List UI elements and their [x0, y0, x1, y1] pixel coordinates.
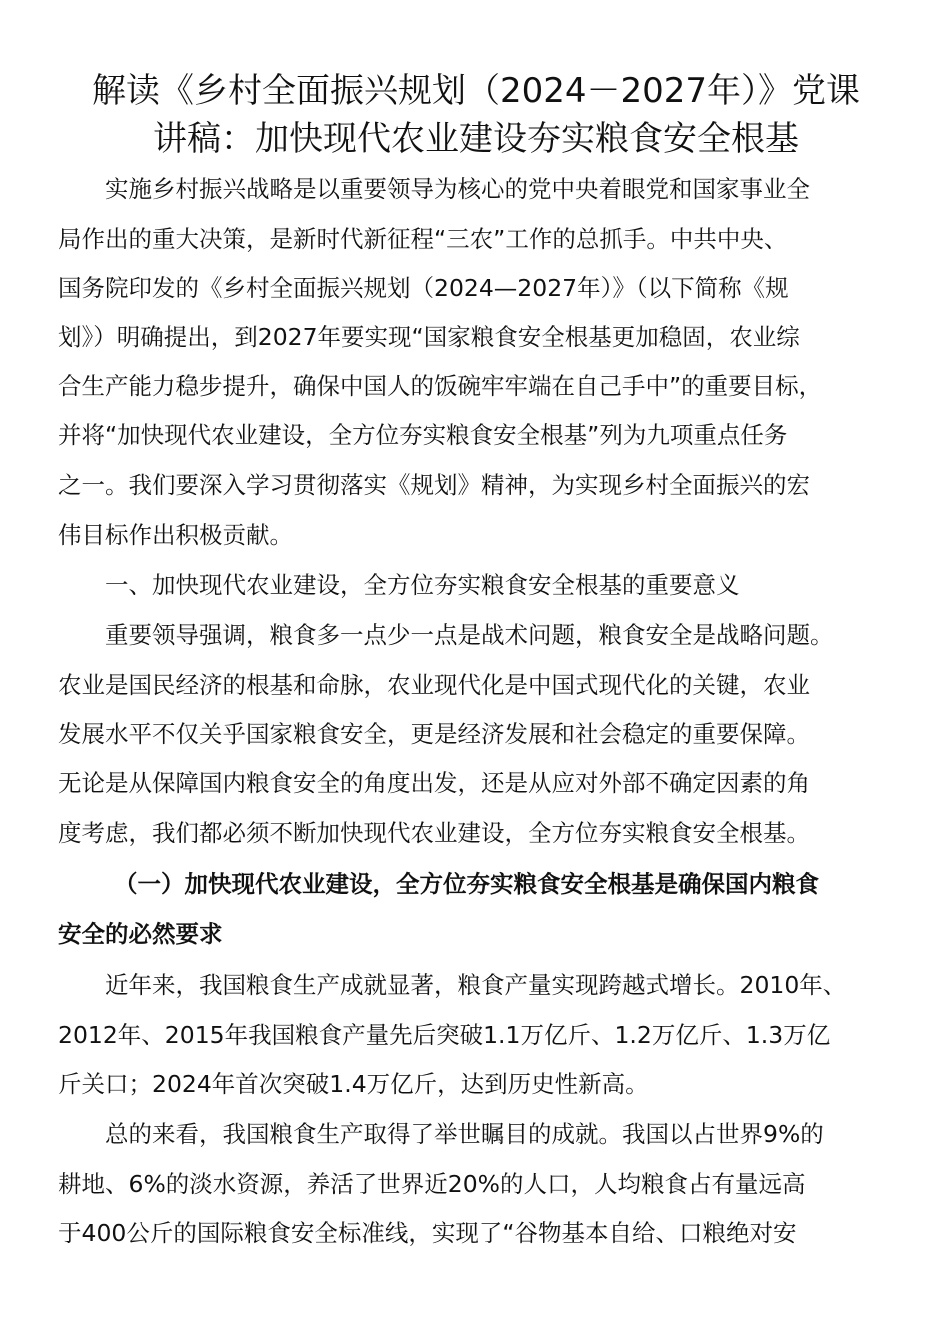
- section-1-paragraph-line: 重要领导强调，粮食多一点少一点是战术问题，粮食安全是战略问题。: [105, 621, 834, 649]
- subsection-paragraph-line: 斤关口；2024年首次突破1.4万亿斤，达到历史性新高。: [58, 1070, 649, 1098]
- section-1-paragraph-line: 无论是从保障国内粮食安全的角度出发，还是从应对外部不确定因素的角: [58, 769, 810, 797]
- document-title-line-1: 解读《乡村全面振兴规划（2024－2027年）》党课: [91, 71, 861, 111]
- subsection-paragraph-line: 于400公斤的国际粮食安全标准线，实现了“谷物基本自给、口粮绝对安: [58, 1219, 797, 1247]
- document-title-line-2: 讲稿：加快现代农业建设夯实粮食安全根基: [153, 119, 799, 159]
- subsection-heading-1-cont: 安全的必然要求: [58, 920, 223, 948]
- subsection-paragraph-line: 耕地、6%的淡水资源，养活了世界近20%的人口，人均粮食占有量远高: [58, 1170, 806, 1198]
- intro-paragraph-line: 伟目标作出积极贡献。: [58, 521, 293, 549]
- section-1-paragraph-line: 发展水平不仅关乎国家粮食安全，更是经济发展和社会稳定的重要保障。: [58, 720, 810, 748]
- intro-paragraph-line: 合生产能力稳步提升，确保中国人的饭碗牢牢端在自己手中”的重要目标，: [58, 372, 823, 400]
- intro-paragraph-line: 划》）明确提出，到2027年要实现“国家粮食安全根基更加稳固，农业综: [58, 323, 800, 351]
- intro-paragraph-line: 国务院印发的《乡村全面振兴规划（2024—2027年）》（以下简称《规: [58, 274, 789, 302]
- intro-paragraph-line: 并将“加快现代农业建设，全方位夯实粮食安全根基”列为九项重点任务: [58, 421, 788, 449]
- intro-paragraph-line: 局作出的重大决策，是新时代新征程“三农”工作的总抓手。中共中央、: [58, 225, 788, 253]
- subsection-paragraph-line: 近年来，我国粮食生产成就显著，粮食产量实现跨越式增长。2010年、: [105, 971, 847, 999]
- subsection-paragraph-line: 2012年、2015年我国粮食产量先后突破1.1万亿斤、1.2万亿斤、1.3万亿: [58, 1021, 831, 1049]
- subsection-paragraph-line: 总的来看，我国粮食生产取得了举世瞩目的成就。我国以占世界9%的: [105, 1120, 824, 1148]
- intro-paragraph-line: 实施乡村振兴战略是以重要领导为核心的党中央着眼党和国家事业全: [105, 175, 810, 203]
- section-heading-1: 一、加快现代农业建设，全方位夯实粮食安全根基的重要意义: [105, 571, 740, 599]
- intro-paragraph-line: 之一。我们要深入学习贯彻落实《规划》精神，为实现乡村全面振兴的宏: [58, 471, 810, 499]
- section-1-paragraph-line: 度考虑，我们都必须不断加快现代农业建设，全方位夯实粮食安全根基。: [58, 819, 810, 847]
- subsection-heading-1: （一）加快现代农业建设，全方位夯实粮食安全根基是确保国内粮食: [114, 870, 819, 898]
- section-1-paragraph-line: 农业是国民经济的根基和命脉，农业现代化是中国式现代化的关键，农业: [58, 671, 810, 699]
